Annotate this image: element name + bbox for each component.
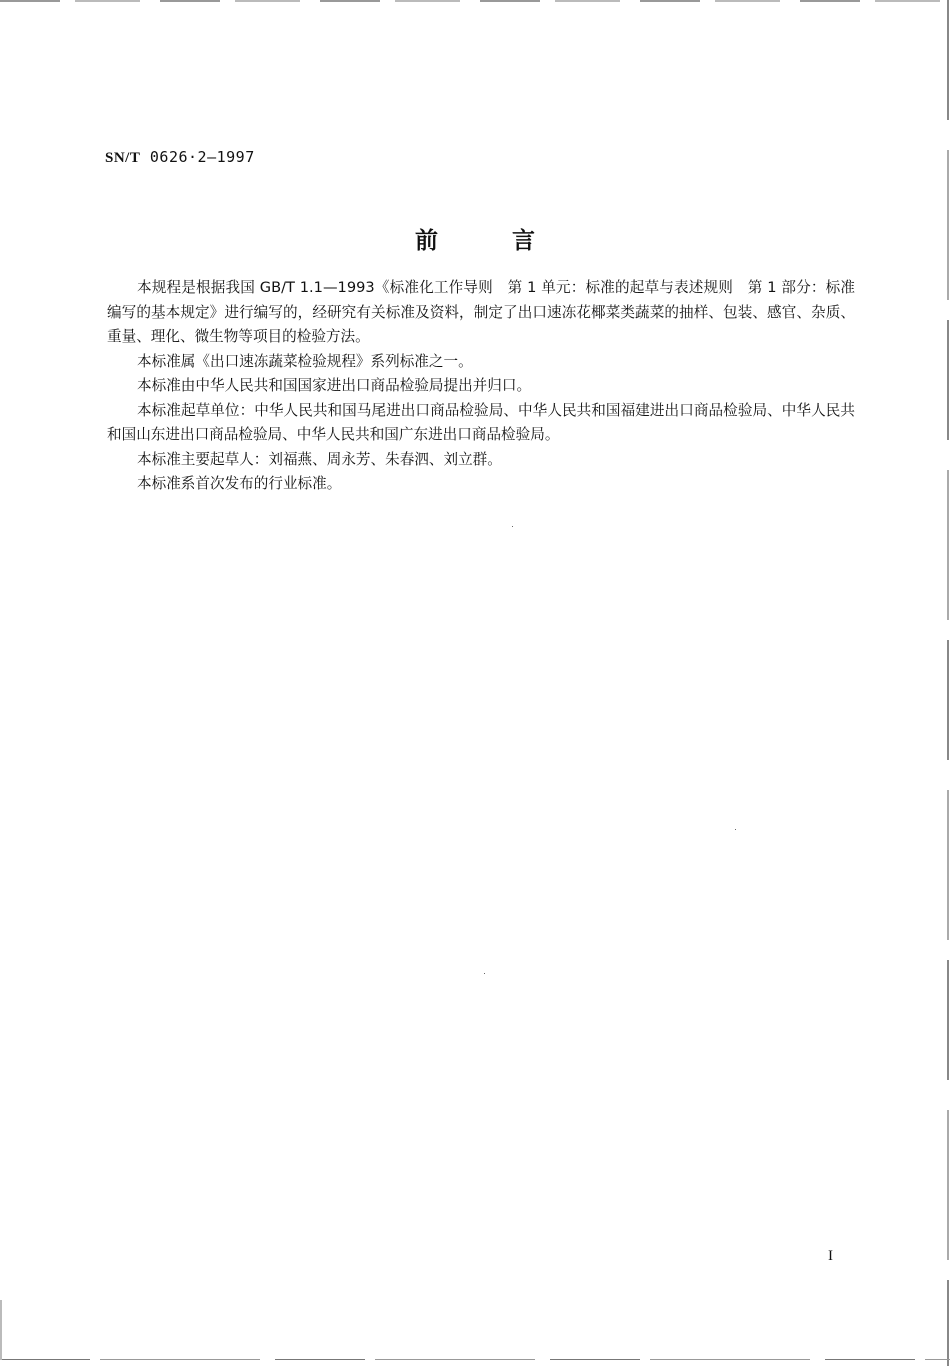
standard-code-number: 0626·2—1997 xyxy=(140,148,255,166)
standard-code-prefix: SN/T xyxy=(105,150,141,166)
paragraph-basis: 本规程是根据我国 GB/T 1.1—1993《标准化工作导则 第 1 单元：标准的起草与表述规则 第 1 部分：标准编写的基本规定》进行编写的，经研究有关标准及资料，制定了出口速冻花椰菜类蔬菜的抽样、包装、感官、杂质、重量、理化、微生物等项目的检验方法。 xyxy=(107,279,855,345)
foreword-body xyxy=(107,276,855,497)
standard-code xyxy=(105,148,255,167)
scan-edge-left xyxy=(0,1300,2,1360)
scan-edge-top xyxy=(0,0,950,2)
scan-speck xyxy=(484,973,485,974)
scan-speck xyxy=(735,829,736,830)
paragraph-drafting-units: 本标准起草单位：中华人民共和国马尾进出口商品检验局、中华人民共和国福建进出口商品检验局、中华人民共和国山东进出口商品检验局、中华人民共和国广东进出口商品检验局。 xyxy=(107,401,855,443)
scan-edge-right xyxy=(947,0,949,1366)
paragraph-drafters: 本标准主要起草人：刘福燕、周永芳、朱春泗、刘立群。 xyxy=(137,450,502,468)
paragraph-first-issue: 本标准系首次发布的行业标准。 xyxy=(137,475,342,492)
scan-edge-bottom xyxy=(0,1359,950,1360)
paragraph-series: 本标准属《出口速冻蔬菜检验规程》系列标准之一。 xyxy=(137,352,473,370)
paragraph-proposer: 本标准由中华人民共和国国家进出口商品检验局提出并归口。 xyxy=(137,377,532,394)
page-title: 前言 xyxy=(415,227,609,254)
scan-speck xyxy=(512,526,513,527)
page-number: I xyxy=(828,1248,833,1264)
